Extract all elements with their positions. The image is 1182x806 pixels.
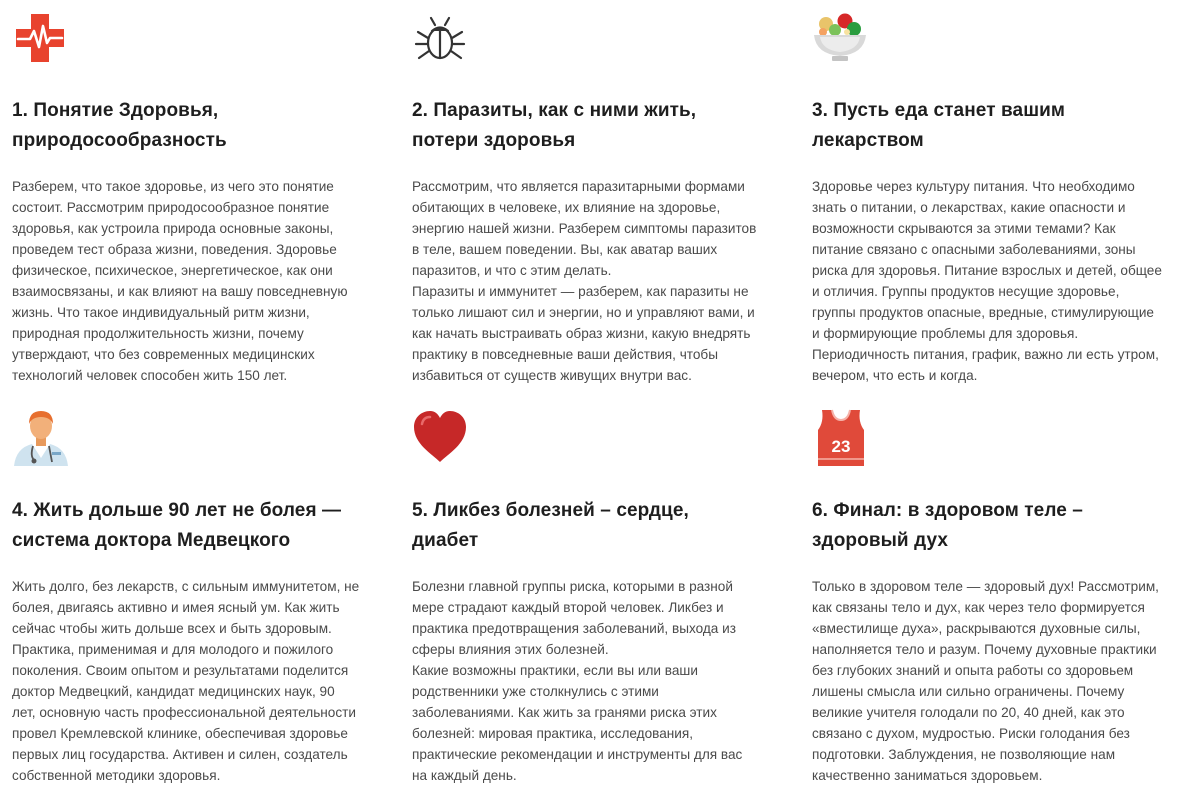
desc-line: знать о питании, о лекарствах, какие опасности и (812, 200, 1126, 215)
card-title (812, 96, 1182, 156)
card-description (12, 176, 374, 386)
desc-line: утверждают, что без современных медицинских (12, 347, 315, 362)
desc-line: как начать выстраивать образ жизни, какую внедрять (412, 326, 751, 341)
desc-line: энергию нашей жизни. Разберем симптомы паразитов (412, 221, 757, 236)
card-description (412, 576, 774, 786)
desc-line: Разберем, что такое здоровье, из чего это понятие (12, 179, 334, 194)
title-line-1: 6. Финал: в здоровом теле – (812, 500, 1083, 521)
desc-line: только лишают сил и энергии, но и управляют вами, и (412, 305, 755, 320)
desc-line: собственной методики здоровья. (12, 768, 221, 783)
desc-line: обитающих в человеке, их влияние на здоровье, (412, 200, 721, 215)
doctor-icon (12, 408, 72, 468)
desc-line: паразитов, и что с этим делать. (412, 263, 612, 278)
desc-line: группы продуктов опасные, вредные, стимулирующие (812, 305, 1154, 320)
desc-line: практика предотвращения заболеваний, выхода из (412, 621, 736, 636)
desc-line: мере страдают каждый второй человек. Ликбез и (412, 600, 724, 615)
card-title (12, 496, 382, 556)
sports-jersey-icon (814, 408, 874, 468)
card-title (412, 496, 782, 556)
desc-line: вечером, что есть и когда. (812, 368, 978, 383)
desc-line: взаимосвязаны, и как влияют на вашу повседневную (12, 284, 348, 299)
medical-cross-pulse-icon (14, 12, 74, 72)
desc-line: заболеваниями. Как жить за гранями риска этих (412, 705, 717, 720)
title-line-1: 5. Ликбез болезней – сердце, (412, 500, 689, 521)
card-title (412, 96, 782, 156)
desc-line: жизнь. Что такое индивидуальный ритм жизни, (12, 305, 310, 320)
desc-line: подготовки. Заблуждения, не позволяющие нам (812, 747, 1116, 762)
title-line-2: потери здоровья (412, 130, 576, 151)
desc-line: сферы влияния этих болезней. (412, 642, 609, 657)
desc-line: великие учителя голодали по 20, 40 дней, как это (812, 705, 1125, 720)
title-line-2: здоровый дух (812, 530, 949, 551)
desc-line: провел Кремлевской клинике, обеспечивая здоровье (12, 726, 348, 741)
desc-line: качественно заниматься здоровьем. (812, 768, 1043, 783)
title-line-2: лекарством (812, 130, 924, 151)
desc-line: состоит. Рассмотрим природосообразное понятие (12, 200, 330, 215)
desc-line: в теле, вашем поведении. Вы, как аватар ваших (412, 242, 718, 257)
title-line-1: 3. Пусть еда станет вашим (812, 100, 1066, 121)
desc-line: физическое, психическое, энергетическое, как они (12, 263, 333, 278)
title-line-1: 2. Паразиты, как с ними жить, (412, 100, 697, 121)
card-description (412, 176, 774, 386)
desc-line: лишены смысла или сильно ограничены. Почему (812, 684, 1125, 699)
desc-line: Болезни главной группы риска, которыми в разной (412, 579, 733, 594)
heart-icon (412, 410, 472, 470)
desc-line: питание связано с опасными заболеваниями, зоны (812, 242, 1136, 257)
desc-line: природная продолжительность жизни, почему (12, 326, 304, 341)
bug-icon (412, 12, 472, 72)
card-title (12, 96, 382, 156)
desc-line: проведем тест образа жизни, поведения. Здоровье (12, 242, 337, 257)
desc-line: доктор Медвецкий, кандидат медицинских наук, 90 (12, 684, 335, 699)
desc-line: «вместилище духа», раскрываются духовные силы, (812, 621, 1141, 636)
card-description (12, 576, 374, 786)
desc-line: сейчас чтобы жить дольше всех и быть здоровым. (12, 621, 332, 636)
desc-line: технологий человек способен жить 150 лет. (12, 368, 288, 383)
desc-line: первых лиц государства. Активен и силен, создатель (12, 747, 348, 762)
desc-line: болея, двигаясь активно и имея ясный ум. Как жить (12, 600, 340, 615)
title-line-2: система доктора Медвецкого (12, 530, 291, 551)
desc-line: практику в повседневные ваши действия, чтобы (412, 347, 718, 362)
desc-line: избавиться от существ живущих внутри вас. (412, 368, 692, 383)
title-line-1: 1. Понятие Здоровья, (12, 100, 219, 121)
card-description (812, 176, 1174, 386)
desc-line: Периодичность питания, график, важно ли есть утром, (812, 347, 1159, 362)
desc-line: и формирующие проблемы для здоровья. (812, 326, 1079, 341)
desc-line: Практика, применимая и для молодого и пожилого (12, 642, 334, 657)
desc-line: практические рекомендации и инструменты для вас (412, 747, 743, 762)
desc-line: без глубоких знаний и опыта работы со здоровьем (812, 663, 1134, 678)
desc-line: болезней: мировая практика, исследования, (412, 726, 694, 741)
desc-line: родственники уже столкнулись с этими (412, 684, 659, 699)
salad-bowl-icon (812, 10, 872, 70)
desc-line: здоровья, как устроила природа основные законы, (12, 221, 334, 236)
desc-line: Какие возможны практики, если вы или ваши (412, 663, 698, 678)
desc-line: Рассмотрим, что является паразитарными формами (412, 179, 745, 194)
title-line-2: природосообразность (12, 130, 227, 151)
card-title (812, 496, 1182, 556)
desc-line: на каждый день. (412, 768, 517, 783)
jersey-number: 23 (831, 437, 851, 456)
desc-line: наполняется тело и разум. Почему духовные практики (812, 642, 1157, 657)
desc-line: Только в здоровом теле — здоровый дух! Рассмотрим, (812, 579, 1159, 594)
desc-line: связано с духом, мудростью. Риски голодания без (812, 726, 1130, 741)
desc-line: Жить долго, без лекарств, с сильным иммунитетом, не (12, 579, 360, 594)
desc-line: Паразиты и иммунитет — разберем, как паразиты не (412, 284, 749, 299)
title-line-1: 4. Жить дольше 90 лет не болея — (12, 500, 342, 521)
desc-line: риска для здоровья. Питание взрослых и детей, общее (812, 263, 1162, 278)
card-description (812, 576, 1174, 786)
title-line-2: диабет (412, 530, 479, 551)
desc-line: лет, основную часть профессиональной деятельности (12, 705, 356, 720)
desc-line: как связаны тело и дух, как через тело формируется (812, 600, 1145, 615)
desc-line: Здоровье через культуру питания. Что необходимо (812, 179, 1135, 194)
desc-line: поколения. Своим опытом и результатами поделится (12, 663, 349, 678)
desc-line: и отличия. Группы продуктов несущие здоровье, (812, 284, 1120, 299)
desc-line: возможности скрываются за этими темами? Как (812, 221, 1116, 236)
